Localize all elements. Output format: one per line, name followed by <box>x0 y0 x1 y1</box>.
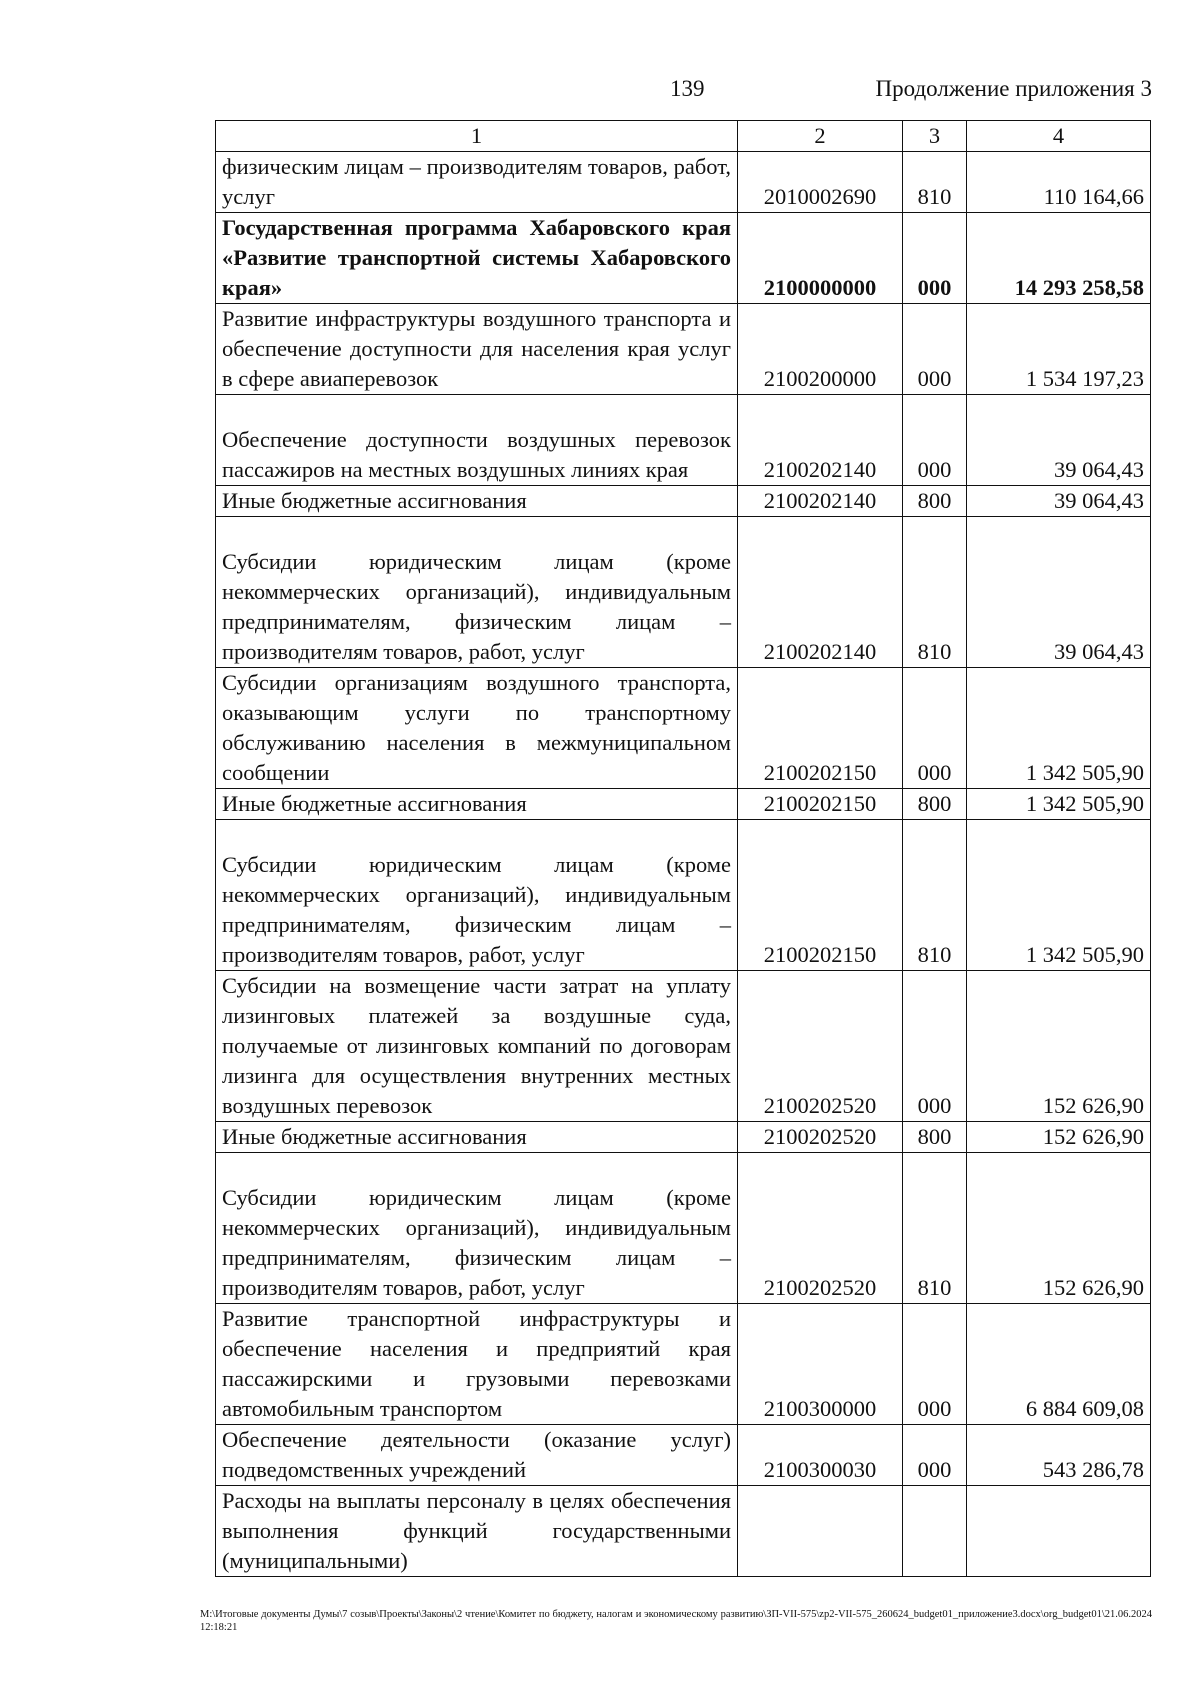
table-row <box>216 971 1151 1122</box>
row-name-cell: Субсидии юридическим лицам (кроме некоммерческих организаций), индивидуальным предпринимателям, физическим лицам – производителям товаров, работ, услуг <box>216 820 738 971</box>
table-row <box>216 1122 1151 1153</box>
table-row <box>216 395 1151 486</box>
row-sum-cell: 1 342 505,90 <box>967 820 1151 971</box>
row-type-cell: 800 <box>903 1122 967 1153</box>
row-code-cell: 2010002690 <box>738 152 903 213</box>
table-row <box>216 820 1151 971</box>
row-code-cell: 2100202150 <box>738 668 903 789</box>
row-sum-cell: 39 064,43 <box>967 517 1151 668</box>
row-name-cell: физическим лицам – производителям товаров, работ, услуг <box>216 152 738 213</box>
row-name-cell: Обеспечение доступности воздушных перевозок пассажиров на местных воздушных линиях края <box>216 395 738 486</box>
row-name-cell: Обеспечение деятельности (оказание услуг) подведомственных учреждений <box>216 1425 738 1486</box>
row-name-cell: Расходы на выплаты персоналу в целях обеспечения выполнения функций государственными (муниципальными) <box>216 1486 738 1577</box>
row-type-cell: 000 <box>903 971 967 1122</box>
row-code-cell: 2100202150 <box>738 789 903 820</box>
row-sum-cell: 14 293 258,58 <box>967 213 1151 304</box>
row-sum-cell: 6 884 609,08 <box>967 1304 1151 1425</box>
row-name-cell: Субсидии юридическим лицам (кроме некоммерческих организаций), индивидуальным предпринимателям, физическим лицам – производителям товаров, работ, услуг <box>216 517 738 668</box>
row-name-cell: Развитие инфраструктуры воздушного транспорта и обеспечение доступности для населения края услуг в сфере авиаперевозок <box>216 304 738 395</box>
column-header: 2 <box>738 121 903 152</box>
row-code-cell: 2100202140 <box>738 517 903 668</box>
row-type-cell: 810 <box>903 1153 967 1304</box>
row-code-cell: 2100000000 <box>738 213 903 304</box>
budget-table <box>215 120 1151 1577</box>
row-name-cell: Иные бюджетные ассигнования <box>216 789 738 820</box>
table-row <box>216 213 1151 304</box>
row-type-cell: 810 <box>903 152 967 213</box>
row-code-cell: 2100202140 <box>738 486 903 517</box>
table-row <box>216 486 1151 517</box>
document-path-footer: M:\Итоговые документы Думы\7 созыв\Проекты\Законы\2 чтение\Комитет по бюджету, налогам и экономическому развитию\ЗП-VII-575\zp2-VII-575_260624_budget01_приложение3.docx\org_budget01\21.06.2024 12:18:21 <box>200 1609 1152 1633</box>
row-type-cell: 000 <box>903 395 967 486</box>
row-code-cell: 2100202520 <box>738 1122 903 1153</box>
row-sum-cell: 110 164,66 <box>967 152 1151 213</box>
row-sum-cell: 152 626,90 <box>967 1153 1151 1304</box>
column-header: 3 <box>903 121 967 152</box>
table-header-row <box>216 121 1151 152</box>
row-code-cell: 2100200000 <box>738 304 903 395</box>
row-code-cell: 2100300030 <box>738 1425 903 1486</box>
row-type-cell: 000 <box>903 1425 967 1486</box>
row-name-cell: Субсидии на возмещение части затрат на уплату лизинговых платежей за воздушные суда, получаемые от лизинговых компаний по договорам лизинга для осуществления внутренних местных воздушных перевозок <box>216 971 738 1122</box>
row-type-cell: 800 <box>903 789 967 820</box>
row-name-cell: Государственная программа Хабаровского края «Развитие транспортной системы Хабаровского края» <box>216 213 738 304</box>
row-type-cell: 000 <box>903 668 967 789</box>
row-type-cell: 000 <box>903 213 967 304</box>
row-sum-cell: 1 342 505,90 <box>967 789 1151 820</box>
page-number: 139 <box>670 76 705 101</box>
row-type-cell: 000 <box>903 304 967 395</box>
row-name-cell: Субсидии юридическим лицам (кроме некоммерческих организаций), индивидуальным предпринимателям, физическим лицам – производителям товаров, работ, услуг <box>216 1153 738 1304</box>
row-code-cell: 2100202520 <box>738 1153 903 1304</box>
row-sum-cell: 543 286,78 <box>967 1425 1151 1486</box>
table-row <box>216 1425 1151 1486</box>
table-row <box>216 304 1151 395</box>
row-sum-cell: 39 064,43 <box>967 486 1151 517</box>
table-row <box>216 1486 1151 1577</box>
table-row <box>216 789 1151 820</box>
column-header: 1 <box>216 121 738 152</box>
continuation-heading: Продолжение приложения 3 <box>875 76 1152 101</box>
row-code-cell: 2100300000 <box>738 1304 903 1425</box>
row-sum-cell: 152 626,90 <box>967 1122 1151 1153</box>
table-row <box>216 517 1151 668</box>
table-row <box>216 1153 1151 1304</box>
table-row <box>216 668 1151 789</box>
row-type-cell: 000 <box>903 1304 967 1425</box>
table-row <box>216 152 1151 213</box>
row-sum-cell <box>967 1486 1151 1577</box>
column-header: 4 <box>967 121 1151 152</box>
row-sum-cell: 39 064,43 <box>967 395 1151 486</box>
row-name-cell: Иные бюджетные ассигнования <box>216 1122 738 1153</box>
row-type-cell: 810 <box>903 820 967 971</box>
row-code-cell: 2100202140 <box>738 395 903 486</box>
row-sum-cell: 1 342 505,90 <box>967 668 1151 789</box>
table-row <box>216 1304 1151 1425</box>
row-code-cell: 2100202150 <box>738 820 903 971</box>
row-code-cell <box>738 1486 903 1577</box>
row-type-cell: 810 <box>903 517 967 668</box>
row-name-cell: Иные бюджетные ассигнования <box>216 486 738 517</box>
row-sum-cell: 1 534 197,23 <box>967 304 1151 395</box>
row-code-cell: 2100202520 <box>738 971 903 1122</box>
row-name-cell: Развитие транспортной инфраструктуры и обеспечение населения и предприятий края пассажирскими и грузовыми перевозками автомобильным транспортом <box>216 1304 738 1425</box>
row-sum-cell: 152 626,90 <box>967 971 1151 1122</box>
row-name-cell: Субсидии организациям воздушного транспорта, оказывающим услуги по транспортному обслуживанию населения в межмуниципальном сообщении <box>216 668 738 789</box>
row-type-cell <box>903 1486 967 1577</box>
row-type-cell: 800 <box>903 486 967 517</box>
